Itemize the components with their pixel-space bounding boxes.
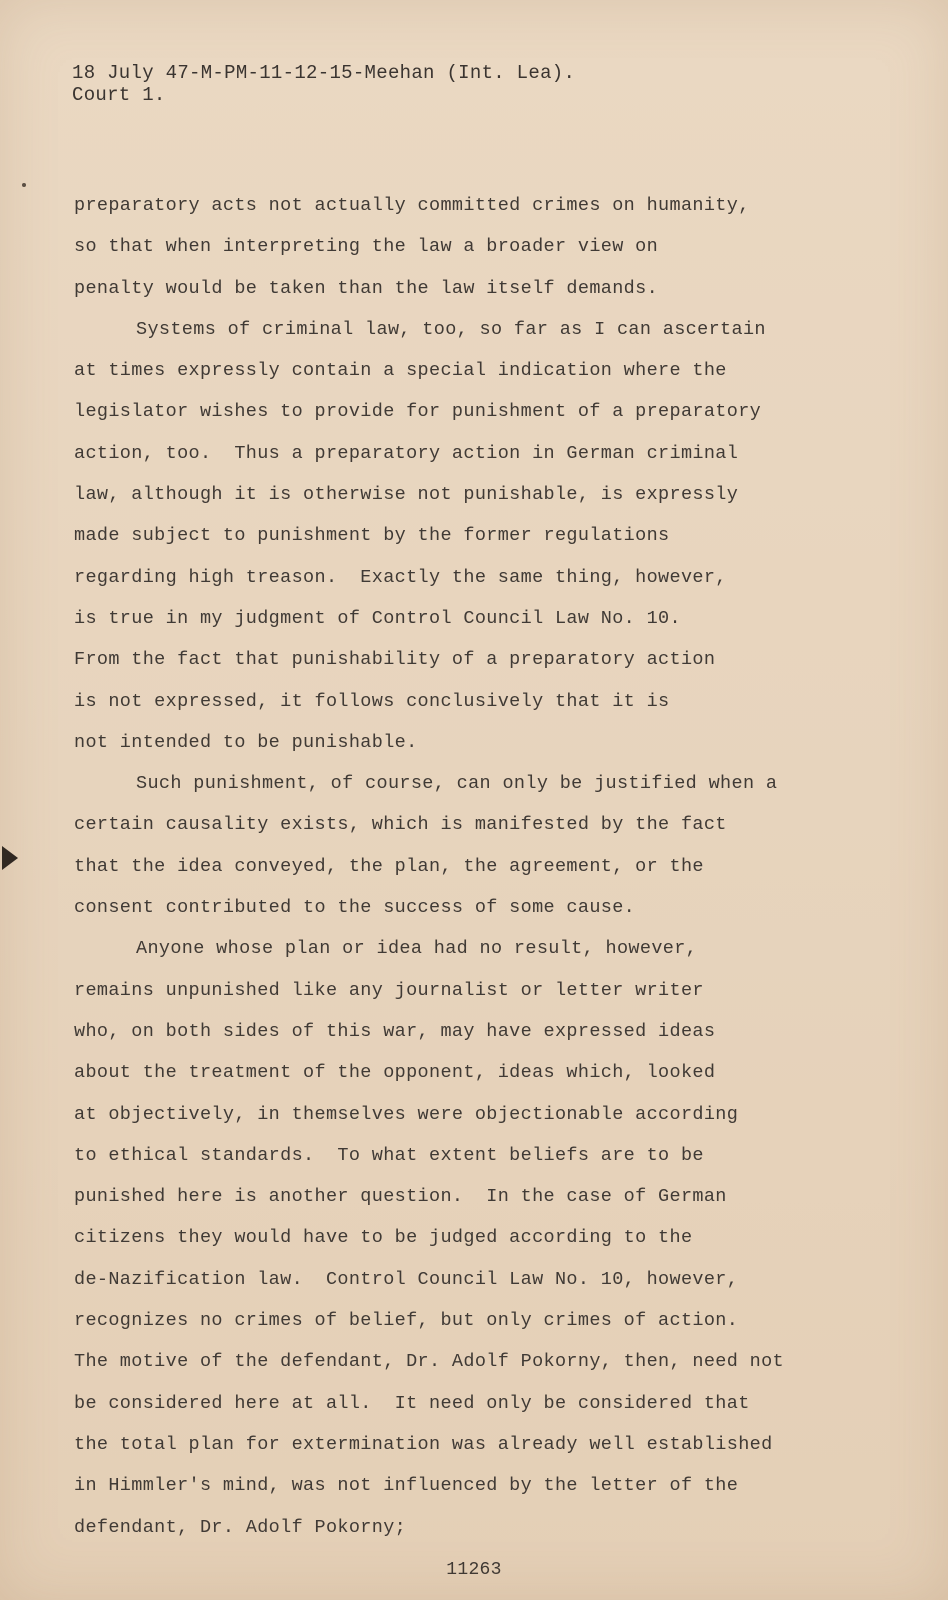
paragraph-start-line: Such punishment, of course, can only be justified when a [136, 773, 778, 795]
body-line: certain causality exists, which is manifested by the fact [74, 814, 727, 836]
body-line: remains unpunished like any journalist or letter writer [74, 979, 704, 1001]
margin-dot-mark [22, 183, 26, 187]
body-line: regarding high treason. Exactly the same thing, however, [74, 566, 727, 588]
body-line: The motive of the defendant, Dr. Adolf Pokorny, then, need not [74, 1351, 785, 1373]
body-line: at objectively, in themselves were objectionable according [74, 1103, 739, 1125]
document-header [72, 62, 575, 106]
paragraph-start-line: Anyone whose plan or idea had no result, however, [136, 938, 698, 960]
margin-arrow-mark [2, 846, 18, 870]
body-line: punished here is another question. In the case of German [74, 1186, 727, 1208]
transcript-body [74, 185, 864, 1548]
body-line: made subject to punishment by the former regulations [74, 525, 670, 547]
body-line: law, although it is otherwise not punishable, is expressly [74, 484, 739, 506]
body-line: consent contributed to the success of some cause. [74, 897, 636, 919]
body-line: From the fact that punishability of a preparatory action [74, 649, 716, 671]
body-line: de-Nazification law. Control Council Law No. 10, however, [74, 1268, 739, 1290]
body-line: so that when interpreting the law a broader view on [74, 236, 659, 258]
header-session-line: 18 July 47-M-PM-11-12-15-Meehan (Int. Lea). [72, 62, 576, 84]
body-line: preparatory acts not actually committed crimes on humanity, [74, 195, 750, 216]
body-line: defendant, Dr. Adolf Pokorny; [74, 1516, 407, 1538]
body-line: recognizes no crimes of belief, but only crimes of action. [74, 1310, 739, 1332]
body-line: penalty would be taken than the law itself demands. [74, 277, 659, 299]
paragraph-start-line: Systems of criminal law, too, so far as I can ascertain [136, 318, 766, 340]
body-line: who, on both sides of this war, may have expressed ideas [74, 1020, 716, 1042]
body-line: to ethical standards. To what extent beliefs are to be [74, 1144, 704, 1166]
body-line: that the idea conveyed, the plan, the agreement, or the [74, 855, 704, 877]
body-line: legislator wishes to provide for punishment of a preparatory [74, 401, 762, 423]
body-line: be considered here at all. It need only be considered that [74, 1392, 750, 1414]
body-line: in Himmler's mind, was not influenced by the letter of the [74, 1475, 739, 1497]
body-line: at times expressly contain a special indication where the [74, 360, 727, 382]
body-line: citizens they would have to be judged according to the [74, 1227, 693, 1249]
body-line: about the treatment of the opponent, ideas which, looked [74, 1062, 716, 1084]
body-line: the total plan for extermination was already well established [74, 1433, 773, 1455]
body-line: is true in my judgment of Control Council Law No. 10. [74, 607, 681, 629]
body-line: not intended to be punishable. [74, 731, 418, 753]
body-line: is not expressed, it follows conclusively that it is [74, 690, 670, 712]
header-court-line: Court 1. [72, 84, 166, 106]
page-number: 11263 [446, 1560, 502, 1580]
body-line: action, too. Thus a preparatory action in German criminal [74, 442, 739, 464]
